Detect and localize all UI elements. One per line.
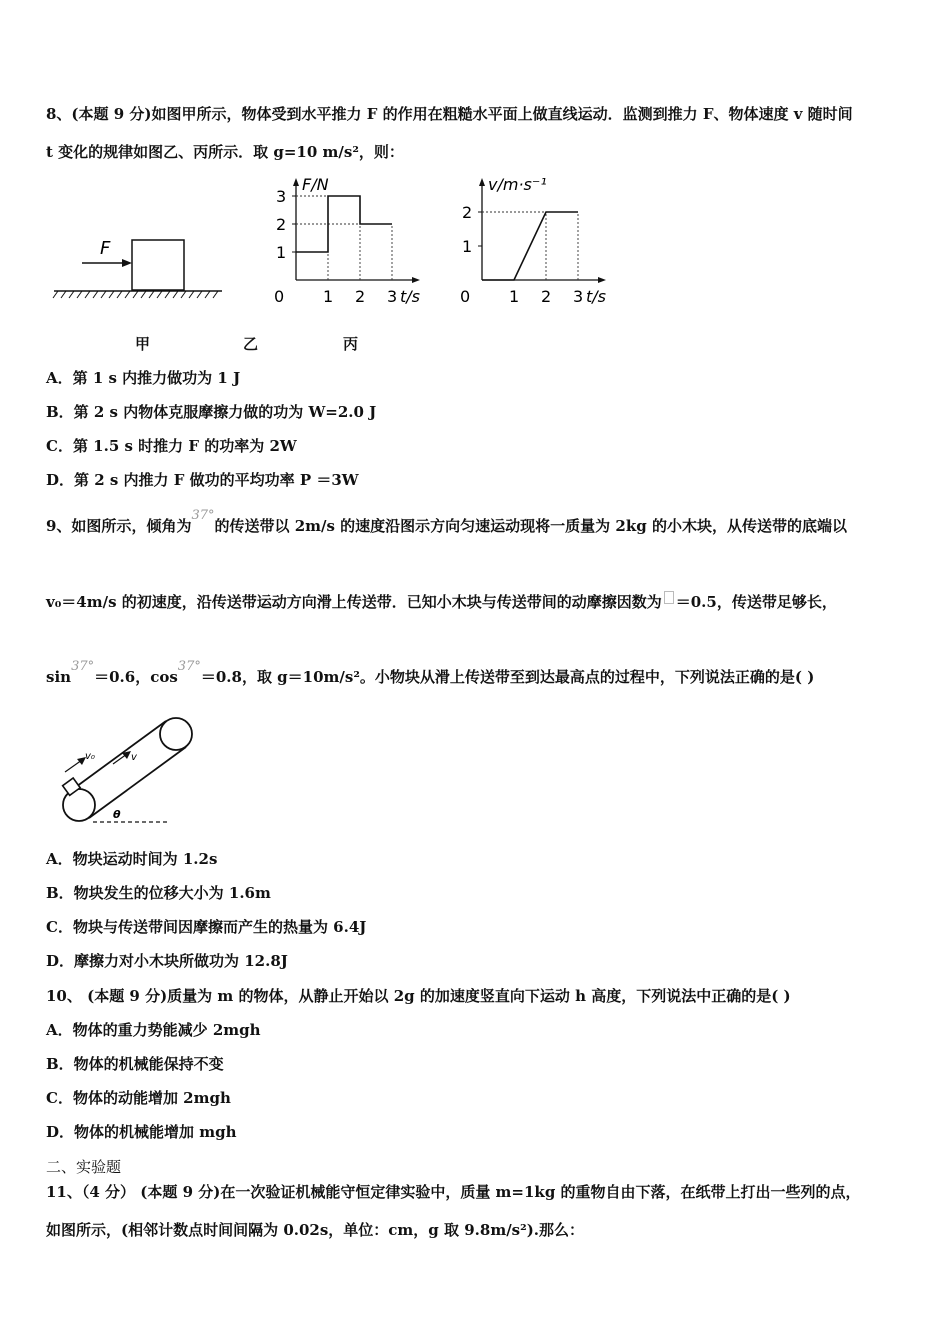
q9-option-b: B．物块发生的位移大小为 1.6m [46, 884, 271, 902]
caption-yi: 乙 [243, 335, 259, 353]
x-axis-arrow [412, 277, 420, 283]
q8-option-d: D．第 2 s 内推力 F 做功的平均功率 P ＝3W [46, 471, 359, 489]
q11-line1: 11、（4 分） (本题 9 分)在一次验证机械能守恒定律实验中，质量 m=1kg 的重物自由下落，在纸带上打出一些列的点， [46, 1183, 861, 1201]
chart-force-time [270, 170, 430, 310]
q9-cos: ＝0.6，cos [94, 668, 178, 686]
q8-option-c: C．第 1.5 s 时推力 F 的功率为 2W [46, 437, 297, 455]
q10-option-a: A．物体的重力势能减少 2mgh [46, 1021, 261, 1039]
x-tick-label: 1 [323, 287, 334, 306]
series-line [482, 212, 578, 280]
caption-jia: 甲 [135, 335, 151, 353]
y-axis-label: F/N [302, 175, 329, 194]
q8-line2: t 变化的规律如图乙、丙所示．取 g=10 m/s²，则： [46, 143, 404, 161]
q11-line2: 如图所示，(相邻计数点时间间隔为 0.02s，单位：cm，g 取 9.8m/s²).那么： [46, 1221, 585, 1239]
x-tick-label: 2 [541, 287, 552, 306]
q8-line1: 8、(本题 9 分)如图甲所示，物体受到水平推力 F 的作用在粗糙水平面上做直线运动．监测到推力 F、物体速度 v 随时间 [46, 105, 853, 123]
q9-line2-end: ＝0.5，传送带足够长， [675, 593, 837, 611]
caption-bing: 丙 [343, 335, 359, 353]
section-title: 二、实验题 [46, 1158, 122, 1176]
x-tick-label: 2 [355, 287, 366, 306]
x-tick-label: 0 [274, 287, 285, 306]
q9-line1-start: 9、如图所示，倾角为 [46, 517, 192, 535]
q9-line3-end: ＝0.8，取 g＝10m/s²。小物块从滑上传送带至到达最高点的过程中，下列说法正确的是( ) [200, 668, 815, 686]
q9-line2 [46, 591, 837, 612]
x-tick-label: 3 [573, 287, 584, 306]
y-tick-label: 2 [276, 215, 287, 234]
q9-option-c: C．物块与传送带间因摩擦而产生的热量为 6.4J [46, 918, 367, 936]
ground-hatch [53, 291, 218, 298]
x-axis-label: t/s [400, 287, 420, 306]
force-label: F [100, 238, 111, 259]
y-axis-arrow [479, 178, 485, 186]
q8-option-b: B．第 2 s 内物体克服摩擦力做的功为 W=2.0 J [46, 403, 377, 421]
mu-placeholder-icon [664, 591, 674, 604]
q9-option-a: A．物块运动时间为 1.2s [46, 850, 218, 868]
q9-line2-start: v₀＝4m/s 的初速度，沿传送带运动方向滑上传送带．已知小木块与传送带间的动摩擦因数为 [46, 593, 662, 611]
q10-option-d: D．物体的机械能增加 mgh [46, 1123, 237, 1141]
q9-line1 [46, 508, 847, 536]
x-tick-label: 3 [387, 287, 398, 306]
x-tick-label: 1 [509, 287, 520, 306]
cos-angle: 37° [177, 659, 201, 674]
v0-label: v₀ [85, 751, 95, 762]
q10-line1: 10、 (本题 9 分)质量为 m 的物体，从静止开始以 2g 的加速度竖直向下运动 h 高度，下列说法中正确的是( ) [46, 987, 791, 1005]
q9-sin: sin [46, 668, 72, 686]
x-tick-label: 0 [460, 287, 471, 306]
v-label: v [131, 752, 137, 763]
q10-option-b: B．物体的机械能保持不变 [46, 1055, 224, 1073]
y-tick-label: 1 [276, 243, 287, 262]
figure-jia [50, 230, 225, 300]
y-tick-label: 2 [462, 203, 473, 222]
q9-line1-end: 的传送带以 2m/s 的速度沿图示方向匀速运动现将一质量为 2kg 的小木块，从传送带的底端以 [214, 517, 847, 535]
y-tick-label: 3 [276, 187, 287, 206]
q9-option-d: D．摩擦力对小木块所做功为 12.8J [46, 952, 288, 970]
sin-angle: 37° [71, 659, 95, 674]
y-tick-label: 1 [462, 237, 473, 256]
y-axis-arrow [293, 178, 299, 186]
block [132, 240, 184, 290]
conveyor-figure [55, 712, 205, 832]
angle-formula: 37° [191, 508, 215, 523]
q10-option-c: C．物体的动能增加 2mgh [46, 1089, 231, 1107]
x-axis-label: t/s [586, 287, 606, 306]
q8-option-a: A．第 1 s 内推力做功为 1 J [46, 369, 241, 387]
theta-label: θ [113, 808, 121, 821]
chart-velocity-time [460, 170, 620, 310]
x-axis-arrow [598, 277, 606, 283]
q9-line3 [46, 659, 815, 687]
y-axis-label: v/m·s⁻¹ [488, 175, 547, 194]
